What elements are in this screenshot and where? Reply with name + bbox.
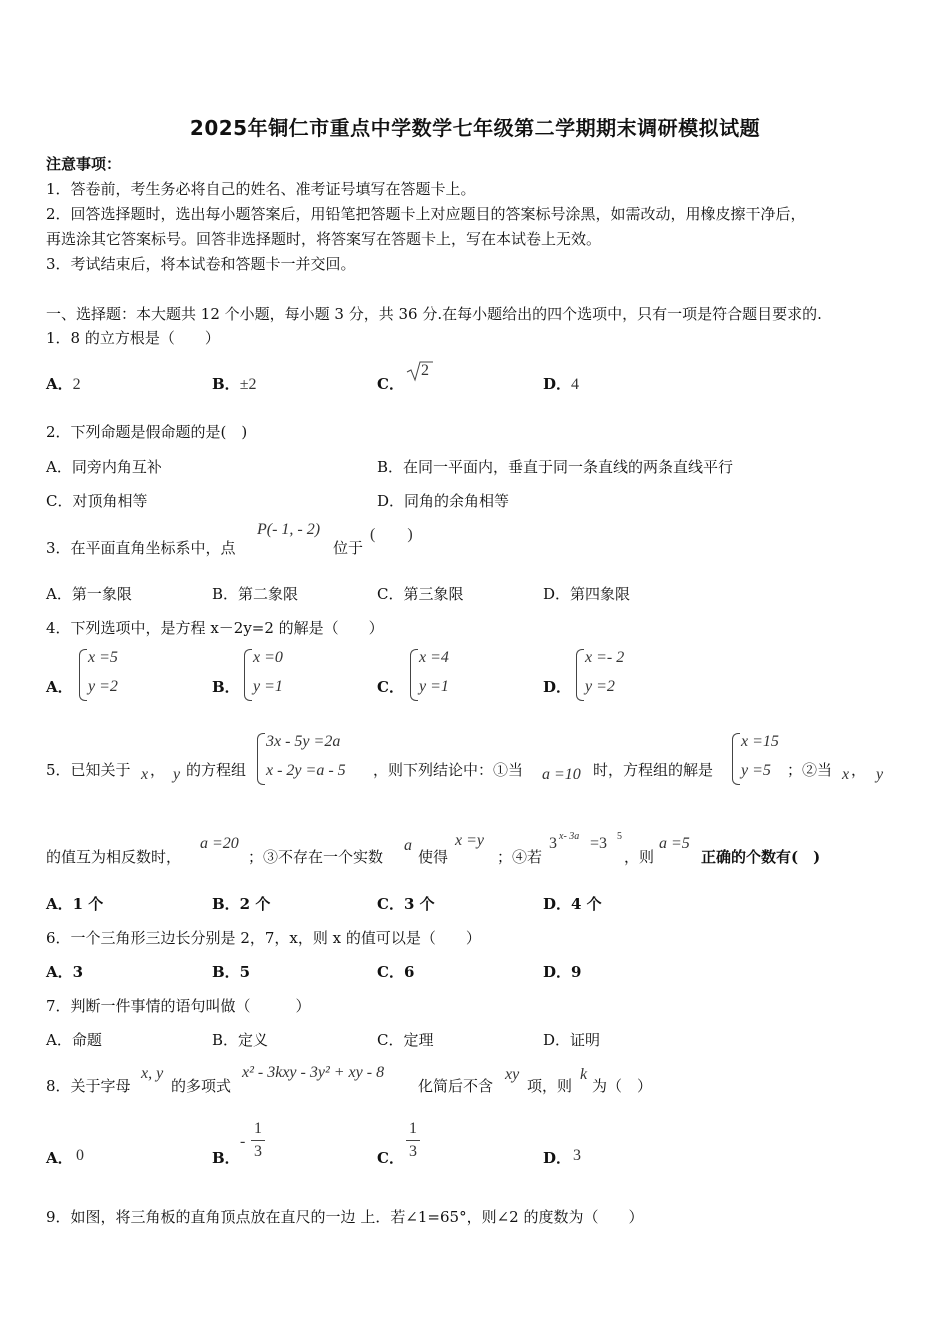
q8-option-a-value: 0 bbox=[76, 1147, 84, 1164]
q6-option-d: D．9 bbox=[543, 963, 582, 981]
q5-option-a: A．1 个 bbox=[46, 895, 104, 913]
question-2-stem: 2．下列命题是假命题的是( ) bbox=[46, 423, 248, 441]
question-5-text: 正确的个数有( ) bbox=[701, 848, 821, 866]
q3-option-a: A．第一象限 bbox=[46, 585, 132, 603]
question-7-stem: 7．判断一件事情的语句叫做（ ） bbox=[46, 997, 311, 1015]
question-5-text: 的值互为相反数时， bbox=[46, 848, 182, 866]
q8-option-c: C． bbox=[377, 1149, 404, 1167]
var-k: k bbox=[580, 1066, 588, 1083]
q1-option-c: C． bbox=[377, 375, 404, 393]
question-8-text: 的多项式 bbox=[171, 1077, 232, 1095]
var-y: y bbox=[876, 766, 884, 783]
fraction-one-third: 1 3 bbox=[251, 1120, 265, 1161]
q4-option-d: D． bbox=[543, 678, 572, 696]
power-base: 3 bbox=[549, 835, 557, 852]
question-5-text: ；④若 bbox=[497, 848, 543, 866]
comma: ， bbox=[851, 761, 867, 779]
q8-option-a: A． bbox=[46, 1149, 73, 1167]
question-3-paren: ( ) bbox=[370, 526, 413, 543]
question-3-stem: 3．在平面直角坐标系中，点 bbox=[46, 539, 236, 557]
question-9-stem: 9．如图，将三角板的直角顶点放在直尺的一边 上．若∠1=65°，则∠2 的度数为（ ） bbox=[46, 1208, 644, 1226]
a-equals-5: a =5 bbox=[659, 835, 690, 852]
power-exponent: x- 3a bbox=[559, 831, 580, 842]
notice-item: 再选涂其它答案标号。回答非选择题时，将答案写在答题卡上，写在本试卷上无效。 bbox=[46, 230, 602, 248]
question-5-text: ；③不存在一个实数 bbox=[248, 848, 384, 866]
notice-item: 3．考试结束后，将本试卷和答题卡一并交回。 bbox=[46, 255, 356, 273]
question-3-post: 位于 bbox=[333, 539, 364, 557]
polynomial: x² - 3kxy - 3y² + xy - 8 bbox=[242, 1064, 385, 1081]
var-x: x bbox=[141, 766, 149, 783]
q3-option-b: B．第二象限 bbox=[212, 585, 299, 603]
q5-option-d: D．4 个 bbox=[543, 895, 602, 913]
q2-option-c: C．对顶角相等 bbox=[46, 492, 148, 510]
section-heading: 一、选择题：本大题共 12 个小题，每小题 3 分，共 36 分.在每小题给出的四个选项中，只有一项是符合题目要求的. bbox=[46, 305, 822, 323]
page-title: 2025年铜仁市重点中学数学七年级第二学期期末调研模拟试题 bbox=[189, 116, 761, 140]
x-equals-y: x =y bbox=[455, 832, 484, 849]
q4-option-b: B． bbox=[212, 678, 240, 696]
question-4-stem: 4．下列选项中，是方程 x－2y=2 的解是（ ） bbox=[46, 619, 384, 637]
q1-option-b: B．±2 bbox=[212, 375, 257, 393]
question-8-text: 项，则 bbox=[527, 1077, 573, 1095]
question-6-stem: 6．一个三角形三边长分别是 2，7，x，则 x 的值可以是（ ） bbox=[46, 929, 481, 947]
fraction-one-third: 1 3 bbox=[406, 1120, 420, 1161]
vars-xy: x, y bbox=[141, 1065, 164, 1082]
question-5-text: 的方程组 bbox=[186, 761, 247, 779]
q7-option-d: D．证明 bbox=[543, 1031, 601, 1049]
q7-option-a: A．命题 bbox=[46, 1031, 102, 1049]
comma: ， bbox=[150, 761, 166, 779]
a-equals-20: a =20 bbox=[200, 835, 239, 852]
power-rhs-exponent: 5 bbox=[617, 831, 622, 842]
q8-option-b: B． bbox=[212, 1149, 240, 1167]
q3-option-c: C．第三象限 bbox=[377, 585, 464, 603]
term-xy: xy bbox=[505, 1066, 520, 1083]
q2-option-d: D．同角的余角相等 bbox=[377, 492, 510, 510]
q6-option-c: C．6 bbox=[377, 963, 415, 981]
question-5-text: ；②当 bbox=[787, 761, 833, 779]
question-5-text: ，则 bbox=[624, 848, 655, 866]
q4-option-c: C． bbox=[377, 678, 404, 696]
q2-option-a: A．同旁内角互补 bbox=[46, 458, 162, 476]
a-equals-10: a =10 bbox=[542, 766, 581, 783]
q2-option-b: B．在同一平面内，垂直于同一条直线的两条直线平行 bbox=[377, 458, 734, 476]
notice-heading: 注意事项： bbox=[46, 155, 122, 173]
q4-option-a: A． bbox=[46, 678, 73, 696]
minus-sign: - bbox=[240, 1133, 246, 1150]
question-8-text: 化简后不含 bbox=[418, 1077, 494, 1095]
question-8-stem: 8．关于字母 bbox=[46, 1077, 131, 1095]
q7-option-c: C．定理 bbox=[377, 1031, 434, 1049]
question-5-text: 时，方程组的解是 bbox=[593, 761, 714, 779]
q1-option-a: A．2 bbox=[46, 375, 81, 393]
q1-option-d: D．4 bbox=[543, 375, 580, 393]
power-rhs: =3 bbox=[590, 835, 608, 852]
question-5-text: ，则下列结论中：①当 bbox=[373, 761, 524, 779]
question-8-text: 为（ ） bbox=[592, 1077, 653, 1095]
q5-option-c: C．3 个 bbox=[377, 895, 435, 913]
notice-item: 2．回答选择题时，选出每小题答案后，用铅笔把答题卡上对应题目的答案标号涂黑，如需改动，用橡皮擦干净后， bbox=[46, 205, 806, 223]
q7-option-b: B．定义 bbox=[212, 1031, 269, 1049]
var-a: a bbox=[404, 837, 412, 854]
question-5-stem: 5．已知关于 bbox=[46, 761, 131, 779]
var-y: y bbox=[173, 766, 181, 783]
notice-item: 1．答卷前，考生务必将自己的姓名、准考证号填写在答题卡上。 bbox=[46, 180, 476, 198]
question-5-text: 使得 bbox=[418, 848, 449, 866]
q5-option-b: B．2 个 bbox=[212, 895, 271, 913]
q6-option-a: A．3 bbox=[46, 963, 84, 981]
question-1-stem: 1．8 的立方根是（ ） bbox=[46, 329, 220, 347]
var-x: x bbox=[842, 766, 850, 783]
q8-option-d: D． bbox=[543, 1149, 572, 1167]
q6-option-b: B．5 bbox=[212, 963, 251, 981]
q8-option-d-value: 3 bbox=[573, 1147, 581, 1164]
q3-option-d: D．第四象限 bbox=[543, 585, 631, 603]
point-p: P(- 1, - 2) bbox=[257, 521, 321, 538]
